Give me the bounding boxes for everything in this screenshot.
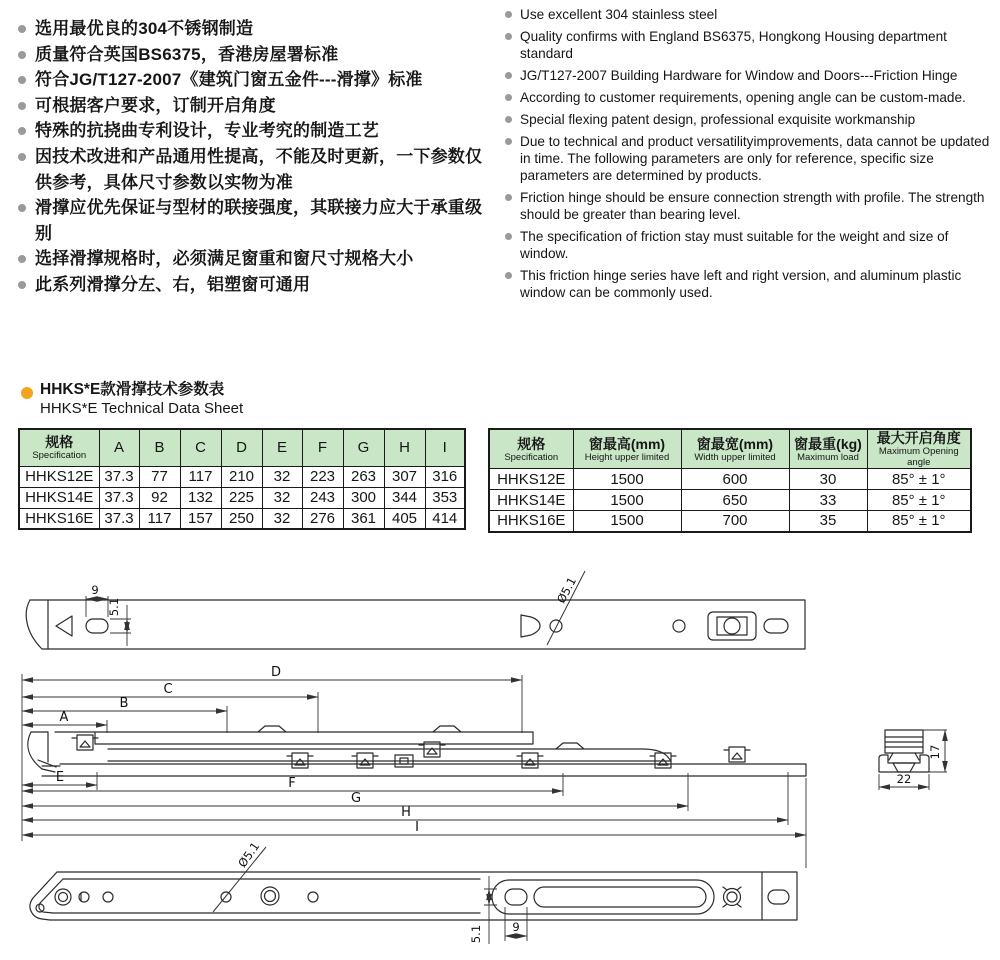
list-item-text: The specification of friction stay must suitable for the weight and size of window. [520, 229, 949, 261]
list-item-text: 符合JG/T127-2007《建筑门窗五金件---滑撑》标准 [35, 70, 423, 90]
dia-5-1-callout-top [547, 571, 585, 645]
list-item-text: Due to technical and product versatilityimprovements, data cannot be updated in time. The following parameters are only for reference, specific size parameters are determined by products. [520, 134, 990, 183]
dim-H [22, 772, 788, 825]
load-header-cell: 窗最重(kg) Maximum load [789, 429, 867, 469]
dim-label-d: D [270, 665, 282, 680]
list-item-text: Use excellent 304 stainless steel [520, 7, 718, 22]
dim-G [22, 773, 688, 811]
dim-label-5-1-bottom: 5.1 [469, 924, 483, 944]
dim-label-a: A [59, 710, 69, 725]
list-item-text: 质量符合英国BS6375，香港房屋署标准 [35, 44, 339, 64]
list-item-text: 可根据客户要求，订制开启角度 [35, 95, 276, 115]
dim-label-9-bottom: 9 [512, 920, 520, 934]
dim-label-b: B [119, 696, 129, 711]
bottom-view-drawing [30, 839, 797, 944]
dim-22 [879, 772, 929, 790]
dim-label-f: F [288, 776, 296, 791]
col-header: I [425, 429, 465, 466]
dia-label-bottom: Ø5.1 [235, 839, 263, 870]
dim-D [22, 665, 522, 733]
dim-B [22, 696, 227, 733]
spec-cell: HHKS14E [19, 487, 99, 508]
dim-label-h: H [401, 805, 411, 820]
dim-label-i: I [415, 820, 419, 835]
cross-section-drawing [879, 730, 947, 790]
list-item-text: 特殊的抗挠曲专利设计，专业考究的制造工艺 [35, 121, 379, 141]
list-item-text: Special flexing patent design, professional exquisite workmanship [520, 112, 916, 127]
list-item-text: 滑撑应优先保证与型材的联接强度，其联接力应大于承重级别 [35, 198, 483, 243]
col-header: A [99, 429, 139, 466]
list-item-text: According to customer requirements, opening angle can be custom-made. [520, 90, 966, 105]
list-item-text: This friction hinge series have left and right version, and aluminum plastic window can be commonly used. [520, 268, 962, 300]
dim-5-1-top [107, 598, 131, 646]
angle-header-cell: 最大开启角度 Maximum Opening angle [867, 429, 971, 469]
list-item-text: Quality confirms with England BS6375, Hongkong Housing department standard [520, 29, 947, 61]
table-row: HHKS14E 37.3 92 132 225 32 243 300 344 353 [19, 487, 465, 508]
list-item-text: 因技术改进和产品通用性提高，不能及时更新，一下参数仅供参考，具体尺寸参数以实物为准 [35, 146, 483, 192]
side-view-drawing [22, 665, 806, 868]
list-item-text: Friction hinge should be ensure connection strength with profile. The strength should be greater than bearing level. [520, 190, 985, 222]
dim-17 [923, 730, 947, 772]
col-header: E [262, 429, 302, 466]
dim-label-g: G [350, 791, 362, 806]
spec-header-cell: 规格 Specification [489, 429, 573, 469]
dim-E [22, 770, 97, 790]
table-row: HHKS14E 1500 650 33 85° ± 1° [489, 490, 971, 511]
section-title-english: HHKS*E Technical Data Sheet [40, 400, 244, 417]
dim-label-22: 22 [896, 772, 912, 786]
list-item-text: 选择滑撑规格时，必须满足窗重和窗尺寸规格大小 [35, 249, 414, 269]
top-view-drawing [26, 571, 805, 649]
col-header: G [343, 429, 384, 466]
col-header: H [384, 429, 425, 466]
dim-label-c: C [163, 682, 173, 697]
spec-cell: HHKS12E [19, 466, 99, 487]
table-row: HHKS16E 37.3 117 157 250 32 276 361 405 414 [19, 508, 465, 529]
section-title-chinese: HHKS*E款滑撑技术参数表 [40, 381, 225, 398]
dim-label-17: 17 [928, 744, 942, 760]
dim-A [22, 710, 107, 733]
dim-label-5-1-top: 5.1 [107, 597, 121, 617]
table-row: HHKS12E 37.3 77 117 210 32 223 263 307 316 [19, 466, 465, 487]
height-header-cell: 窗最高(mm) Height upper limited [573, 429, 681, 469]
width-header-cell: 窗最宽(mm) Width upper limited [681, 429, 789, 469]
col-header: B [139, 429, 180, 466]
dim-9-bottom [505, 907, 527, 941]
list-item-text: 此系列滑撑分左、右，铝塑窗可通用 [35, 274, 311, 294]
list-item-text: JG/T127-2007 Building Hardware for Window and Doors---Friction Hinge [520, 68, 958, 83]
dia-5-1-callout-bottom [213, 839, 266, 912]
col-header: D [221, 429, 262, 466]
dim-5-1-bottom [469, 876, 497, 944]
spec-header-cell: 规格 Specification [19, 429, 99, 466]
spec-cell: HHKS16E [19, 508, 99, 529]
col-header: F [302, 429, 343, 466]
table-row: HHKS16E 1500 700 35 85° ± 1° [489, 511, 971, 532]
dia-label-top: Ø5.1 [553, 574, 580, 606]
list-item-text: 选用最优良的304不锈钢制造 [35, 19, 254, 38]
col-header: C [180, 429, 221, 466]
table-row: HHKS12E 1500 600 30 85° ± 1° [489, 469, 971, 490]
dim-label-9-top: 9 [91, 583, 99, 597]
dim-label-e: E [55, 770, 65, 785]
